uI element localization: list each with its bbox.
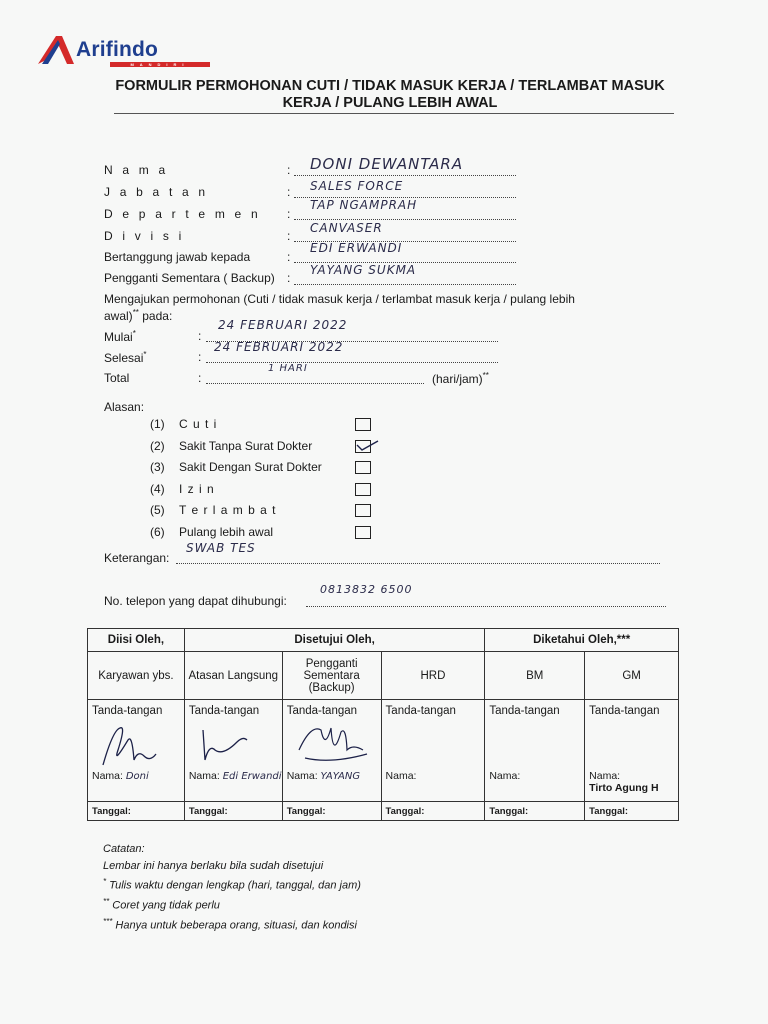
sub-pengganti: Pengganti Sementara (Backup)	[282, 652, 381, 700]
nama-value: DONI DEWANTARA	[310, 155, 464, 173]
colon: :	[198, 350, 202, 364]
name-line	[589, 770, 658, 794]
sub-bm: BM	[485, 652, 585, 700]
notes	[103, 841, 361, 934]
name-value: Doni	[125, 771, 149, 782]
alasan-option-label: I z i n	[179, 481, 215, 496]
date-bm[interactable]: Tanggal:	[485, 802, 585, 821]
double-asterisk: **	[103, 897, 110, 907]
total-label: Total	[104, 371, 130, 385]
logo-a-mark	[36, 34, 76, 68]
alasan-option-number: (5)	[150, 503, 165, 517]
name-value: Edi Erwandi	[222, 771, 282, 782]
notes-line4	[103, 914, 361, 934]
alasan-option-number: (1)	[150, 417, 165, 431]
jabatan-label: J a b a t a n	[104, 185, 209, 199]
jabatan-value: SALES FORCE	[310, 179, 404, 193]
signature-cell-gm[interactable]	[585, 700, 679, 802]
name-line	[489, 770, 520, 782]
sub-gm: GM	[585, 652, 679, 700]
mulai-label	[104, 329, 136, 344]
divisi-value: CANVASER	[310, 221, 383, 235]
sub-hrd: HRD	[381, 652, 485, 700]
colon: :	[198, 371, 202, 385]
signature-label: Tanda-tangan	[188, 705, 260, 717]
selesai-value: 24 FEBRUARI 2022	[214, 340, 344, 354]
signature-label: Tanda-tangan	[92, 705, 163, 717]
double-asterisk: **	[132, 308, 139, 317]
signature-pengganti	[291, 720, 371, 768]
signature-cell-bm[interactable]	[485, 700, 585, 802]
alasan-label: Alasan:	[104, 400, 145, 414]
header-diisi: Diisi Oleh,	[88, 629, 185, 652]
signature-cell-hrd[interactable]	[381, 700, 485, 802]
header-disetujui: Disetujui Oleh,	[184, 629, 485, 652]
request-intro-line2	[104, 306, 664, 323]
pengganti-label: Pengganti Sementara ( Backup)	[104, 271, 275, 285]
date-pengganti[interactable]: Tanggal:	[282, 802, 381, 821]
signature-label: Tanda-tangan	[385, 705, 456, 717]
notes-line2-text: Tulis waktu dengan lengkap (hari, tanggal, dan jam)	[106, 879, 361, 892]
departemen-value: TAP NGAMPRAH	[310, 198, 418, 212]
name-line	[92, 770, 149, 782]
alasan-checkbox[interactable]	[355, 526, 371, 539]
alasan-checkbox[interactable]	[355, 418, 371, 431]
nama-label: N a m a	[104, 163, 169, 177]
departemen-label: D e p a r t e m e n	[104, 207, 261, 221]
pengganti-value: YAYANG SUKMA	[310, 263, 417, 277]
alasan-checkbox[interactable]	[355, 483, 371, 496]
nama-line	[294, 174, 516, 176]
alasan-option-label: Pulang lebih awal	[179, 524, 274, 539]
triple-asterisk: ***	[103, 917, 113, 927]
company-logo	[36, 34, 190, 68]
signature-cell-karyawan[interactable]	[88, 700, 185, 802]
name-label: Nama:	[489, 770, 521, 782]
alasan-checkbox[interactable]	[355, 440, 371, 453]
alasan-option-number: (4)	[150, 481, 165, 496]
name-line	[386, 770, 417, 782]
colon: :	[287, 271, 291, 285]
logo-text: Arifindo	[76, 38, 159, 61]
telepon-label: No. telepon yang dapat dihubungi:	[104, 594, 287, 608]
title-divider	[114, 113, 674, 114]
mulai-value: 24 FEBRUARI 2022	[218, 318, 348, 332]
asterisk: *	[132, 329, 136, 338]
total-unit-text: (hari/jam)	[432, 372, 483, 386]
logo-subtext: MANDIRI	[110, 62, 210, 67]
name-line	[287, 770, 360, 782]
request-intro-tail: pada:	[138, 309, 173, 323]
departemen-line	[294, 218, 516, 220]
alasan-checkbox[interactable]	[355, 504, 371, 517]
date-atasan[interactable]: Tanggal:	[184, 802, 282, 821]
request-intro	[104, 293, 664, 323]
keterangan-line	[176, 562, 660, 564]
name-label: Nama:	[589, 770, 621, 782]
colon: :	[198, 329, 202, 343]
alasan-option-label: T e r l a m b a t	[179, 503, 277, 517]
mulai-label-text: Mulai	[104, 330, 133, 344]
colon: :	[287, 207, 291, 221]
check-mark-icon	[354, 439, 380, 453]
alasan-option-label: Sakit Tanpa Surat Dokter	[179, 438, 313, 453]
sub-karyawan: Karyawan ybs.	[88, 652, 185, 700]
header-diketahui: Diketahui Oleh,***	[485, 629, 679, 652]
double-asterisk: **	[482, 371, 489, 380]
selesai-line	[206, 361, 498, 363]
request-intro-word: awal)	[104, 309, 133, 323]
total-unit	[432, 371, 489, 386]
signature-label: Tanda-tangan	[489, 705, 560, 717]
telepon-value: 0813832 6500	[320, 583, 413, 596]
date-gm[interactable]: Tanggal:	[585, 802, 679, 821]
form-title-line2: KERJA / PULANG LEBIH AWAL	[282, 95, 498, 111]
notes-line3	[103, 894, 361, 914]
signature-cell-pengganti[interactable]	[282, 700, 381, 802]
colon: :	[287, 229, 291, 243]
notes-title: Catatan:	[103, 843, 145, 855]
selesai-label-text: Selesai	[104, 351, 144, 365]
telepon-line	[306, 605, 666, 607]
alasan-checkbox[interactable]	[355, 461, 371, 474]
bertanggung-value: EDI ERWANDI	[310, 241, 403, 255]
date-hrd[interactable]: Tanggal:	[381, 802, 485, 821]
keterangan-label: Keterangan:	[104, 551, 170, 565]
form-title-line1: FORMULIR PERMOHONAN CUTI / TIDAK MASUK KERJA / TERLAMBAT MASUK	[115, 78, 665, 94]
signature-label: Tanda-tangan	[589, 705, 660, 717]
name-label: Nama:	[92, 770, 123, 782]
notes-line3-text: Coret yang tidak perlu	[109, 899, 220, 912]
name-line	[189, 770, 282, 782]
total-line	[206, 382, 424, 384]
alasan-option-number: (3)	[150, 460, 165, 474]
signature-label: Tanda-tangan	[286, 705, 358, 717]
request-intro-line1: Mengajukan permohonan (Cuti / tidak masuk kerja / terlambat masuk kerja / pulang lebih	[104, 292, 575, 306]
pengganti-line	[294, 283, 516, 285]
notes-line4-text: Hanya untuk beberapa orang, situasi, dan kondisi	[112, 919, 357, 932]
bertanggung-label: Bertanggung jawab kepada	[104, 250, 251, 264]
keterangan-value: SWAB TES	[186, 541, 256, 555]
name-label: Nama:	[188, 770, 220, 782]
alasan-option-number: (2)	[150, 438, 165, 453]
asterisk: *	[103, 877, 107, 886]
colon: :	[287, 163, 291, 177]
name-label: Nama:	[385, 770, 417, 782]
notes-line2	[103, 874, 361, 894]
signature-atasan	[197, 724, 252, 764]
divisi-label: D i v i s i	[104, 229, 185, 243]
asterisk: *	[143, 350, 147, 359]
name-value: YAYANG	[320, 771, 361, 782]
colon: :	[287, 250, 291, 264]
gm-name: Tirto Agung H	[589, 782, 659, 794]
total-value: 1 HARI	[268, 363, 308, 374]
form-title	[100, 78, 680, 112]
name-label: Nama:	[286, 770, 318, 782]
approval-table	[87, 628, 679, 821]
alasan-option-label: Sakit Dengan Surat Dokter	[179, 460, 322, 474]
notes-line1: Lembar ini hanya berlaku bila sudah disetujui	[103, 859, 324, 872]
sub-atasan: Atasan Langsung	[184, 652, 282, 700]
alasan-option-label: C u t i	[179, 417, 218, 431]
alasan-option-number: (6)	[150, 524, 165, 539]
signature-karyawan	[98, 720, 158, 770]
selesai-label	[104, 350, 146, 365]
colon: :	[287, 185, 291, 199]
date-karyawan[interactable]: Tanggal:	[88, 802, 185, 821]
signature-cell-atasan[interactable]	[184, 700, 282, 802]
